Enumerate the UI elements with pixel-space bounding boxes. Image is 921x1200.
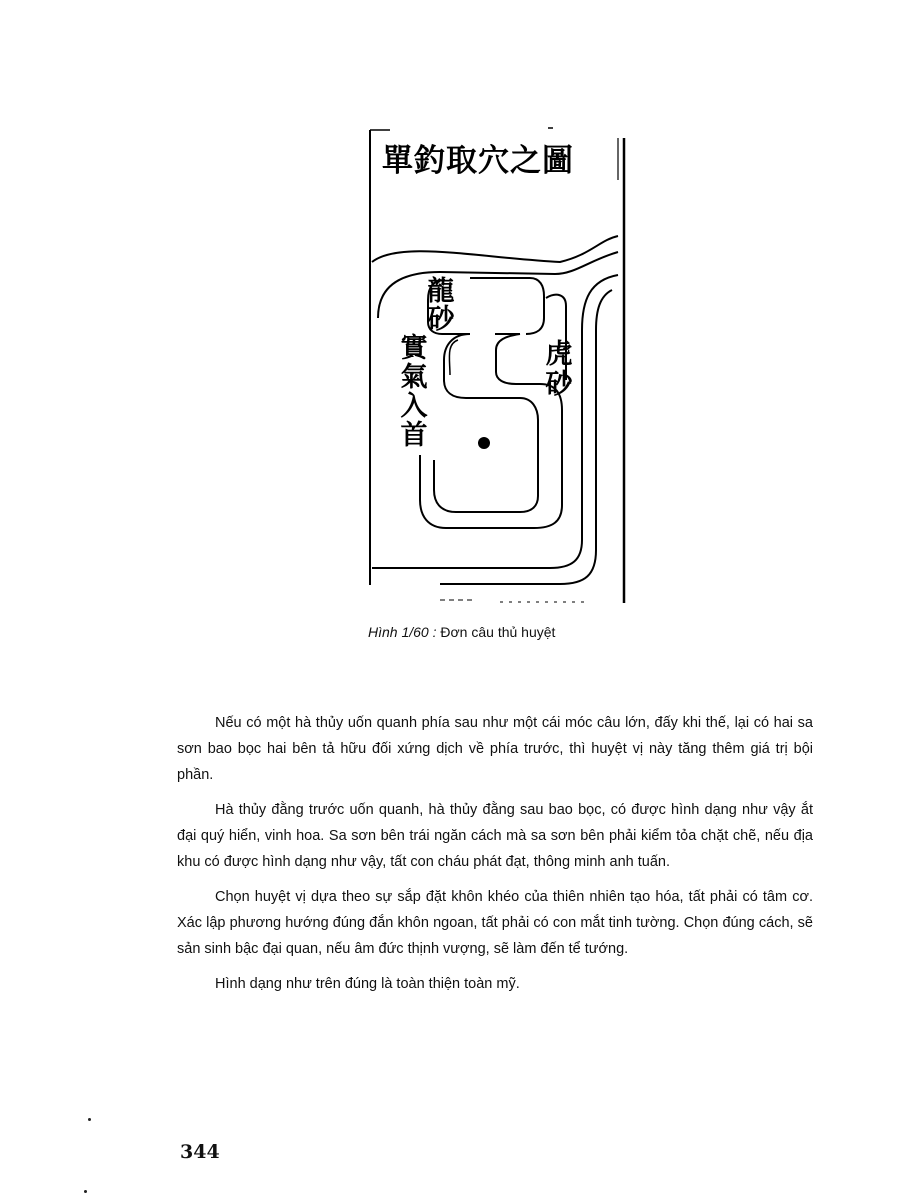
- figure-caption: [368, 624, 555, 640]
- figure-number: Hình 1/60 :: [368, 624, 437, 640]
- paragraph: Chọn huyệt vị dựa theo sự sắp đặt khôn khéo của thiên nhiên tạo hóa, tất phải có tâm cơ. Xác lập phương hướng đúng đắn khôn ngoan, tất phải có con mắt tinh tường. Chọn đúng cách, sẽ sản sinh bậc đại quan, nếu âm đức thịnh vượng, sẽ làm đến tể tướng.: [177, 889, 813, 957]
- diagram-title: 單釣取穴之圖: [382, 143, 574, 179]
- dragon-sand-label: 龍砂: [427, 276, 455, 335]
- qi-entry-label: 實氣入首: [400, 333, 428, 451]
- tiger-sand-label: 虎砂: [545, 339, 573, 400]
- figure-caption-text: Đơn câu thủ huyệt: [440, 624, 556, 640]
- paragraph: Nếu có một hà thủy uốn quanh phía sau như một cái móc câu lớn, đấy khi thế, lại có hai sa sơn bao bọc hai bên tả hữu đối xứng dịch về phía trước, thì huyệt vị này tăng thêm giá trị bội phần.: [177, 715, 813, 783]
- burial-point-dot: [478, 437, 490, 449]
- body-text: [177, 710, 813, 1006]
- page-number: 344: [180, 1141, 220, 1163]
- paragraph: Hà thủy đằng trước uốn quanh, hà thủy đằng sau bao bọc, có được hình dạng như vậy ắt đại quý hiển, vinh hoa. Sa sơn bên trái ngăn cách mà sa sơn bên phải kiểm tỏa chặt chẽ, nếu địa khu có được hình dạng như vậy, tất con cháu phát đạt, thông minh anh tuấn.: [177, 802, 813, 870]
- scan-speck: [88, 1118, 91, 1121]
- paragraph: Hình dạng như trên đúng là toàn thiện toàn mỹ.: [215, 976, 520, 992]
- scan-speck: [84, 1190, 87, 1193]
